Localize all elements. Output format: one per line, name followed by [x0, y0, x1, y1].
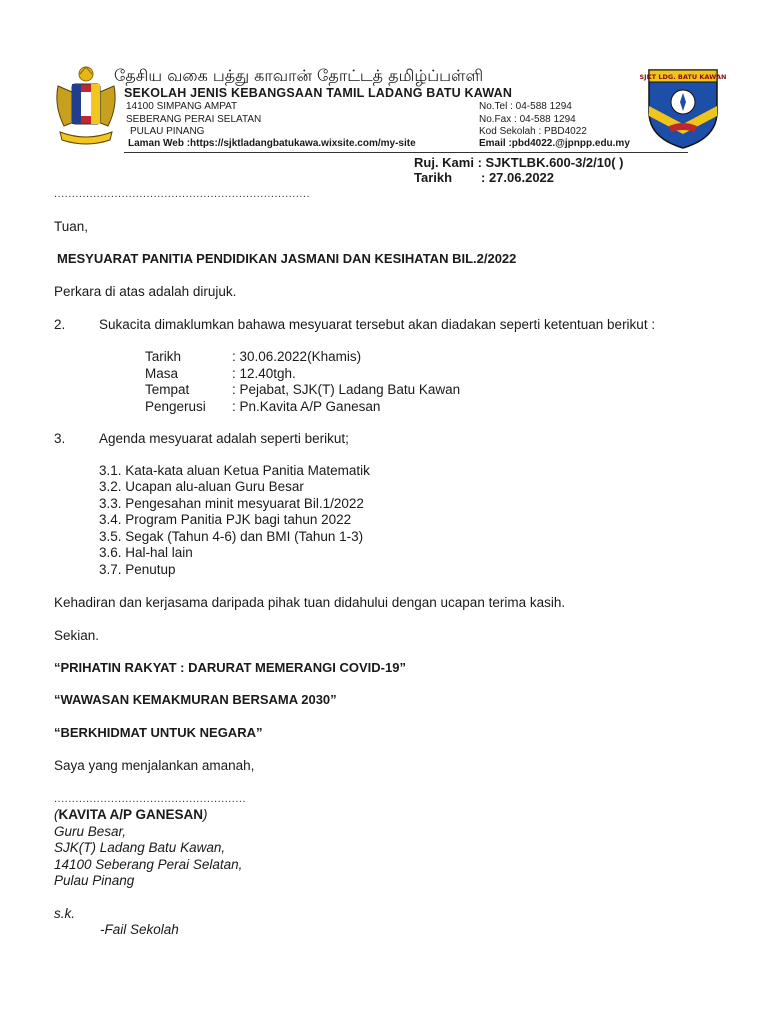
sk-item: -Fail Sekolah — [100, 922, 179, 937]
date-label: Tarikh — [414, 170, 453, 185]
detail-value-time: : 12.40tgh. — [232, 366, 296, 381]
reference-number: Ruj. Kami : SJKTLBK.600-3/2/10( ) — [414, 155, 624, 170]
signatory-title: Guru Besar, — [54, 824, 127, 839]
agenda-item: 3.6. Hal-hal lain — [99, 545, 193, 560]
fax-number: No.Fax : 04-588 1294 — [479, 114, 576, 125]
recipient-line: ........................................................................ — [54, 188, 311, 200]
agenda-item: 3.4. Program Panitia PJK bagi tahun 2022 — [99, 512, 352, 527]
address-line-2: SEBERANG PERAI SELATAN — [126, 114, 262, 125]
detail-label-time: Masa — [145, 366, 179, 381]
para3-text: Agenda mesyuarat adalah seperti berikut; — [99, 431, 349, 446]
paren-open: ( — [54, 807, 59, 822]
sekian-text: Sekian. — [54, 628, 100, 643]
signatory-school: SJK(T) Ladang Batu Kawan, — [54, 840, 226, 855]
closing-text: Kehadiran dan kerjasama daripada pihak tuan didahului dengan ucapan terima kasih. — [54, 595, 566, 610]
detail-value-venue: : Pejabat, SJK(T) Ladang Batu Kawan — [232, 382, 461, 397]
agenda-item: 3.5. Segak (Tahun 4-6) dan BMI (Tahun 1-3) — [99, 529, 364, 544]
para3-number: 3. — [54, 431, 66, 446]
detail-value-date: : 30.06.2022(Khamis) — [232, 349, 362, 364]
slogan-covid: “PRIHATIN RAKYAT : DARURAT MEMERANGI COVID-19” — [54, 660, 406, 675]
slogan-berkhidmat: “BERKHIDMAT UNTUK NEGARA” — [54, 725, 263, 740]
agenda-item: 3.2. Ucapan alu-aluan Guru Besar — [99, 479, 304, 494]
agenda-item: 3.1. Kata-kata aluan Ketua Panitia Matematik — [99, 463, 370, 478]
signatory-state: Pulau Pinang — [54, 873, 135, 888]
agenda-item: 3.7. Penutup — [99, 562, 176, 577]
detail-value-chair: : Pn.Kavita A/P Ganesan — [232, 399, 381, 414]
signatory-address: 14100 Seberang Perai Selatan, — [54, 857, 243, 872]
signatory-name — [54, 807, 208, 822]
salutation: Tuan, — [54, 219, 89, 234]
letterhead-divider — [124, 152, 688, 153]
agenda-item: 3.3. Pengesahan minit mesyuarat Bil.1/2022 — [99, 496, 364, 511]
subject-heading: MESYUARAT PANITIA PENDIDIKAN JASMANI DAN KESIHATAN BIL.2/2022 — [57, 251, 517, 266]
signatory-name-text: KAVITA A/P GANESAN — [58, 807, 204, 822]
coat-of-arms-logo — [50, 62, 122, 148]
para2-number: 2. — [54, 317, 66, 332]
slogan-wawasan: “WAWASAN KEMAKMURAN BERSAMA 2030” — [54, 692, 337, 707]
address-line-1: 14100 SIMPANG AMPAT — [126, 101, 238, 112]
website-link[interactable]: Laman Web :https://sjktladangbatukawa.wixsite.com/my-site — [128, 138, 416, 149]
email-link[interactable]: Email :pbd4022.@jpnpp.edu.my — [479, 138, 630, 149]
school-code: Kod Sekolah : PBD4022 — [479, 126, 587, 137]
sk-label: s.k. — [54, 906, 76, 921]
detail-label-chair: Pengerusi — [145, 399, 206, 414]
svg-text:SJKT LDG. BATU KAWAN: SJKT LDG. BATU KAWAN — [639, 73, 727, 81]
para2-text: Sukacita dimaklumkan bahawa mesyuarat tersebut akan diadakan seperti ketentuan berikut : — [99, 317, 656, 332]
detail-label-venue: Tempat — [145, 382, 190, 397]
school-badge-logo — [639, 66, 727, 150]
amanah-text: Saya yang menjalankan amanah, — [54, 758, 255, 773]
intro-text: Perkara di atas adalah dirujuk. — [54, 284, 237, 299]
signature-line: ...................................................... — [54, 793, 247, 805]
address-line-3: PULAU PINANG — [130, 126, 205, 137]
school-name: SEKOLAH JENIS KEBANGSAAN TAMIL LADANG BATU KAWAN — [124, 86, 513, 100]
paren-close: ) — [203, 807, 208, 822]
date-value: : 27.06.2022 — [481, 170, 555, 185]
phone-number: No.Tel : 04-588 1294 — [479, 101, 572, 112]
tamil-school-name: தேசிய வகை பத்து காவான் தோட்டத் தமிழ்ப்பள்ளி — [114, 66, 484, 85]
detail-label-date: Tarikh — [145, 349, 182, 364]
